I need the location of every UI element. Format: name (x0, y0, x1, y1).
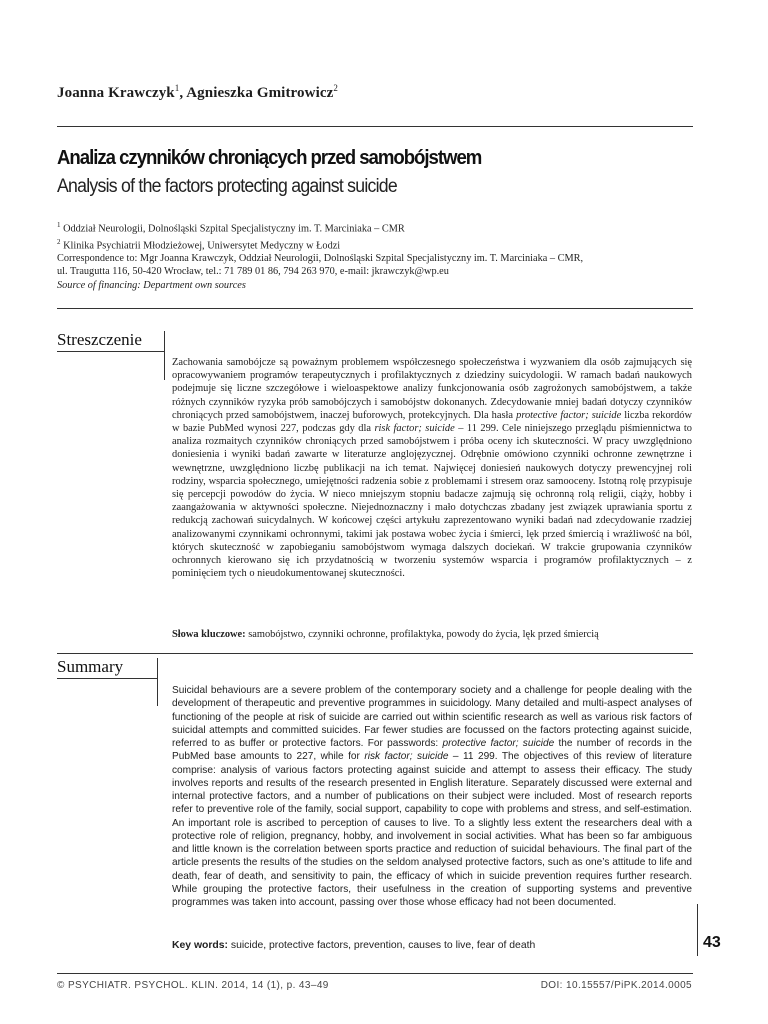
affiliation-line (57, 219, 697, 236)
affiliations-block (57, 219, 697, 292)
divider (57, 308, 693, 309)
authors (57, 83, 338, 102)
search-term: protective factor; suicide (442, 738, 555, 749)
abstract-text: Suicidal behaviours are a severe problem of the contemporary society and a challenge for people dealing with the development of therapeutic and preventive programmes in suicidology. Many detailed and multi-aspect analyses of functioning of the people at risk of suicide are carried out within scientific research as well as various risk factors of suicidal attempts and committed suicides. Far fewer studies are focussed on the factors protecting against suicide, referred to as buffer or protective factors. For passwords: (172, 685, 692, 749)
affiliation-marker: 2 (333, 83, 338, 93)
footer-divider (57, 973, 693, 974)
abstract-text: liczba rekordów w bazie PubMed wynosi 227, podczas gdy dla (172, 409, 692, 435)
abstract-text: the number of records in the PubMed base amounts to 227, while for (172, 738, 693, 763)
title-polish: Analiza czynników chroniących przed samobójstwem (57, 147, 482, 169)
search-term: risk factor; suicide (364, 751, 449, 763)
affiliation-text: Oddział Neurologii, Dolnośląski Szpital Specjalistyczny im. T. Marciniaka – CMR (60, 223, 405, 235)
heading-underline (57, 678, 157, 679)
footer-doi: DOI: 10.15557/PiPK.2014.0005 (540, 980, 692, 991)
page-number-rule (697, 904, 698, 956)
affiliation-line (57, 236, 697, 253)
section-vertical-rule (164, 331, 165, 380)
heading-underline (57, 351, 165, 352)
divider (57, 653, 693, 654)
title-english: Analysis of the factors protecting against suicide (57, 176, 397, 197)
search-term: risk factor; suicide (374, 423, 455, 435)
keywords-english (172, 939, 692, 952)
section-heading-streszczenie: Streszczenie (57, 330, 142, 349)
affiliation-marker: 2 (57, 237, 61, 246)
section-vertical-rule (157, 658, 158, 706)
search-term: protective factor; suicide (516, 409, 622, 421)
abstract-english (172, 684, 692, 909)
keywords-polish (172, 628, 692, 641)
page-number: 43 (703, 934, 721, 951)
section-heading-summary: Summary (57, 657, 124, 676)
affiliation-marker: 1 (57, 221, 61, 229)
keywords-label: Key words: (172, 940, 229, 951)
abstract-text: – 11 299. The objectives of this review of literature comprise: analysis of various factors protecting against suicide and attempt to assess their efficacy. The study involves reports and results of the research presented in English literature. Separately discussed were external and internal protective factors, and a number of publications on their subject were included. Most of research reports refer to preventive role of the family, social support, capability to cope with problems and stress, and self-estimation. An important role is ascribed to perception of causes to live. To a slightly less extent the researchers deal with a protective role of religion, pregnancy, hobby, and involvement in social activities. What has been so far ambiguous and little known is the correlation between sports practice and reduction of suicidal behaviours. The final part of the article presents the results of the studies on the seldom analysed protective factors, such as one’s attitude to life and death, fear of death, and sensitivity to pain, the efficacy of which in suicide prevention requires further research. While grouping the protective factors, their usefulness in the creation of supporting systems and preventive programmes was taken into account, passing over those whose efficacy had not been documented. (172, 751, 692, 908)
keywords-text: samobójstwo, czynniki ochronne, profilaktyka, powody do życia, lęk przed śmiercią (245, 629, 599, 640)
author-name: Agnieszka Gmitrowicz (186, 85, 334, 101)
financing-note: Source of financing: Department own sources (57, 279, 246, 291)
author-name: Joanna Krawczyk (57, 85, 175, 101)
abstract-polish (172, 356, 692, 580)
author-separator: , (179, 85, 187, 101)
abstract-text: Zachowania samobójcze są poważnym problemem współczesnego społeczeństwa i wyzwaniem dla osób zajmujących się opracowywaniem programów terapeutycznych i profilaktycznych z dziedziny suicydologii. W ramach badań naukowych podejmuje się liczne szczegółowe i wieloaspektowe analizy funkcjonowania osób zagrożonych samobójstwem, a także różnych czynników ryzyka prób samobójczych i samobójstw dokonanych. Zdecydowanie mniej badań dotyczy czynników chroniących przed samobójstwem, inaczej buforowych, protekcyjnych. Dla hasła (172, 357, 692, 421)
footer-citation: © PSYCHIATR. PSYCHOL. KLIN. 2014, 14 (1), p. 43–49 (57, 980, 329, 991)
affiliation-marker: 1 (174, 83, 180, 93)
divider (57, 126, 693, 127)
keywords-label: Słowa kluczowe: (172, 629, 246, 640)
abstract-text: – 11 299. Cele niniejszego przeglądu piśmiennictwa to analiza rozmaitych czynników chroniących przed samobójstwem i próba oceny ich skuteczności. W pracy uwzględniono doniesienia i wyniki badań zawarte w literaturze anglojęzycznej. Odrębnie omówiono czynniki ochronne zewnętrzne i wewnętrzne, uwzględniono liczbę publikacji na ich temat. Najwięcej doniesień naukowych dotyczy prewencyjnej roli rodziny, wsparcia społecznego, umiejętności radzenia sobie z problemami i stresem oraz samooceny. Istotną rolę przypisuje się percepcji powodów do życia. W nieco mniejszym stopniu badacze zajmują się ochronną rolą religii, ciąży, hobby i zaangażowania w aktywności społeczne. Niejednoznaczny i mało dotychczas zbadany jest związek uprawiania sportu z redukcją zachowań suicydalnych. W końcowej części artykułu zaprezentowano wyniki badań nad zdecydowanie rzadziej analizowanymi czynnikami ochronnymi, takimi jak postawa wobec życia i śmierci, lęk przed śmiercią i wrażliwość na ból, których skuteczność w zapobieganiu samobójstwom wymaga dalszych dociekań. W trakcie grupowania czynników ochronnych kierowano się ich przydatnością w tworzeniu systemów wsparcia i programów profilaktycznych – z pominięciem tych o nieudokumentowanej skuteczności. (172, 423, 692, 580)
keywords-text: suicide, protective factors, prevention, causes to live, fear of death (228, 940, 536, 951)
correspondence-line: Correspondence to: Mgr Joanna Krawczyk, Oddział Neurologii, Dolnośląski Szpital Specjalistyczny im. T. Marciniaka – CMR, (57, 253, 584, 265)
affiliation-text: Klinika Psychiatrii Młodzieżowej, Uniwersytet Medyczny w Łodzi (60, 240, 341, 252)
correspondence-line: ul. Traugutta 116, 50-420 Wrocław, tel.: 71 789 01 86, 794 263 970, e-mail: jkrawczyk@wp.eu (57, 266, 449, 278)
